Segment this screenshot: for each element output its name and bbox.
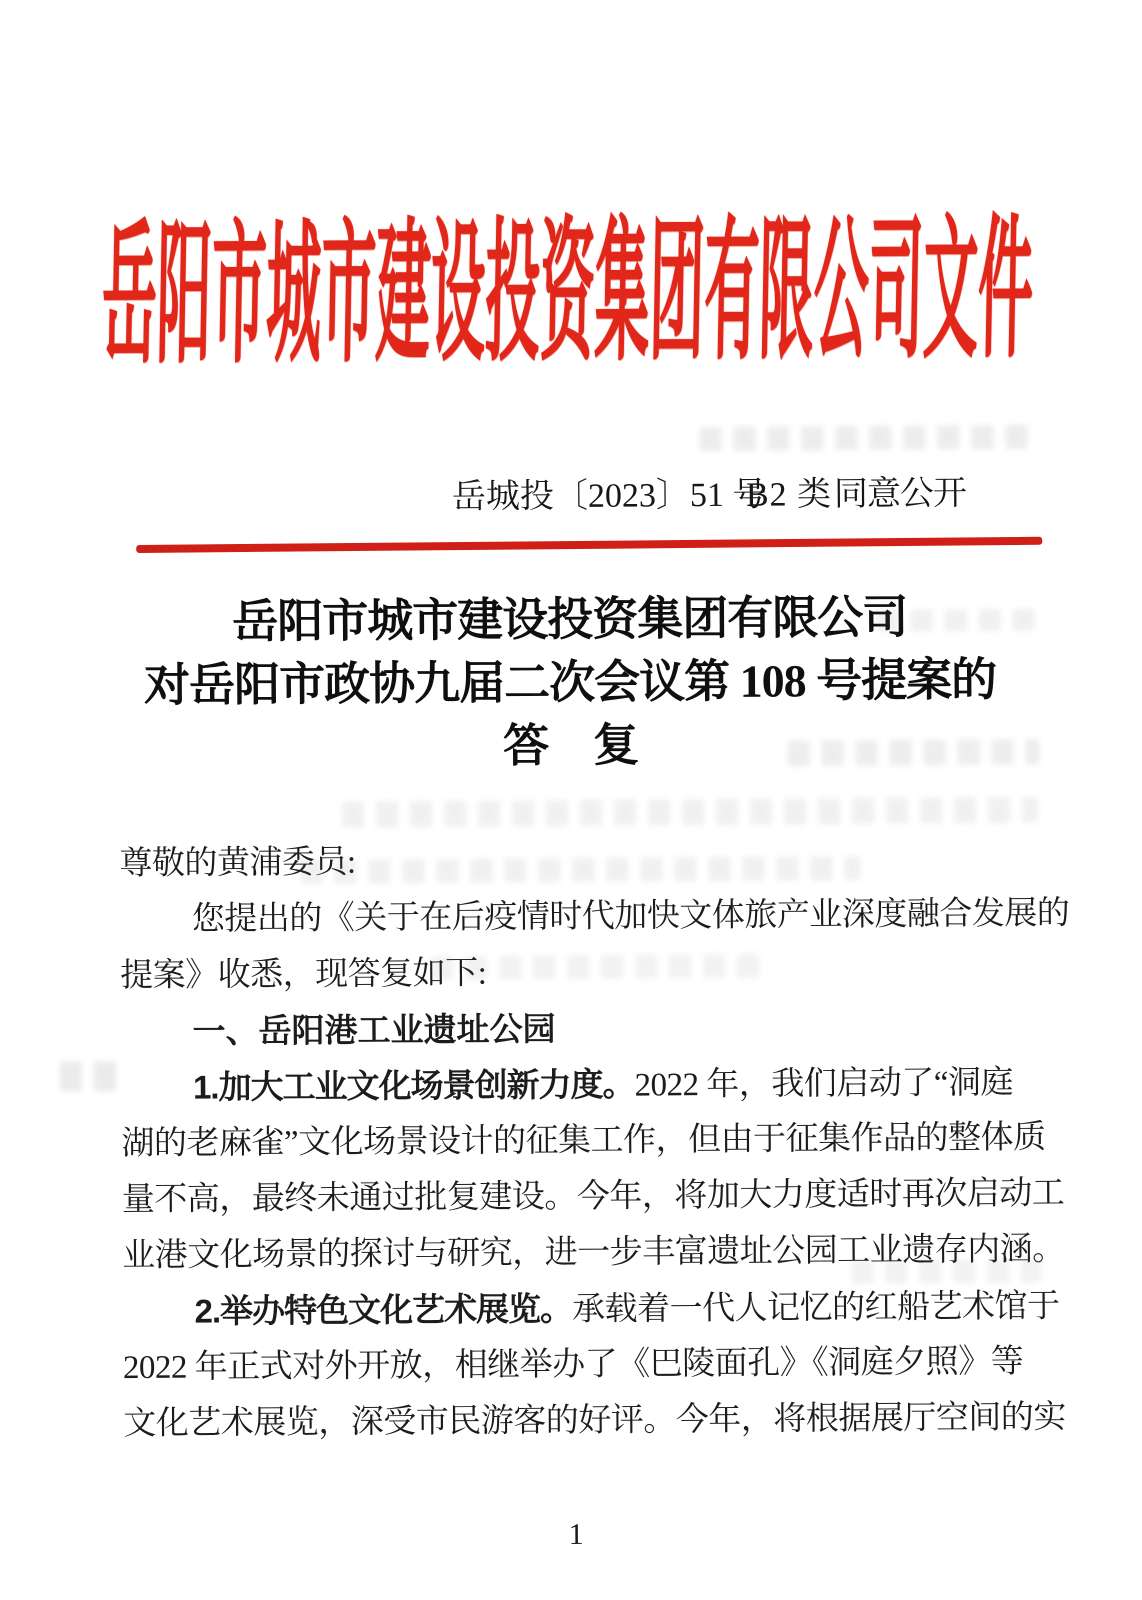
item-1-line-1-rest: 2022 年，我们启动了“洞庭	[634, 1064, 1014, 1104]
item-1-lead: 1.加大工业文化场景创新力度。	[192, 1065, 635, 1106]
bleed-through-artifact	[60, 1061, 126, 1091]
item-2-line-1-rest: 承载着一代人记忆的红船艺术馆于	[571, 1288, 1060, 1329]
bleed-through-artifact	[431, 954, 761, 980]
item-2-line-3: 文化艺术展览，深受市民游客的好评。今年，将根据展厅空间的实	[123, 1399, 1066, 1443]
item-1-line-3: 量不高，最终未通过批复建设。今年，将加大力度适时再次启动工	[121, 1175, 1065, 1219]
title-line-2: 对岳阳市政协九届二次会议第 108 号提案的	[144, 654, 997, 711]
item-1-line-4: 业港文化场景的探讨与研究，进一步丰富遗址公园工业遗存内涵。	[122, 1231, 1065, 1275]
bleed-through-artifact	[699, 425, 1029, 451]
bleed-through-artifact	[342, 797, 1038, 828]
bleed-through-artifact	[877, 609, 1037, 632]
salutation: 尊敬的黄浦委员:	[119, 844, 356, 883]
bleed-through-artifact	[788, 739, 1040, 767]
title-line-1: 岳阳市城市建设投资集团有限公司	[232, 591, 908, 648]
bleed-through-artifact	[300, 856, 860, 884]
item-2-line-1	[122, 1278, 1060, 1340]
document-body	[119, 830, 1070, 1452]
bleed-through-artifact	[851, 1259, 1041, 1284]
red-separator-line	[136, 537, 1042, 553]
masthead-title: 岳阳市城市建设投资集团有限公司文件	[100, 205, 1035, 383]
document-info-row	[0, 472, 1140, 522]
item-1-line-1	[121, 1054, 1026, 1116]
item-1-line-2: 湖的老麻雀”文化场景设计的征集工作，但由于征集作品的整体质	[121, 1119, 1046, 1163]
masthead	[0, 201, 1139, 387]
section-1-heading: 一、岳阳港工业遗址公园	[192, 1010, 556, 1050]
item-2-line-2: 2022 年正式对外开放，相继举办了《巴陵面孔》《洞庭夕照》等	[122, 1343, 1024, 1387]
intro-line-1: 您提出的《关于在后疫情时代加快文体旅产业深度融合发展的	[191, 895, 1070, 938]
publicity-label: 同意公开	[833, 475, 967, 514]
document-number: 岳城投〔2023〕51 号	[451, 476, 767, 516]
title-line-3: 答 复	[502, 719, 639, 772]
item-2-lead: 2.举办特色文化艺术展览。	[194, 1290, 573, 1330]
intro-line-2: 提案》收悉，现答复如下:	[120, 955, 487, 995]
classification-label: B2 类	[745, 476, 833, 514]
page-number: 1	[568, 1517, 584, 1552]
